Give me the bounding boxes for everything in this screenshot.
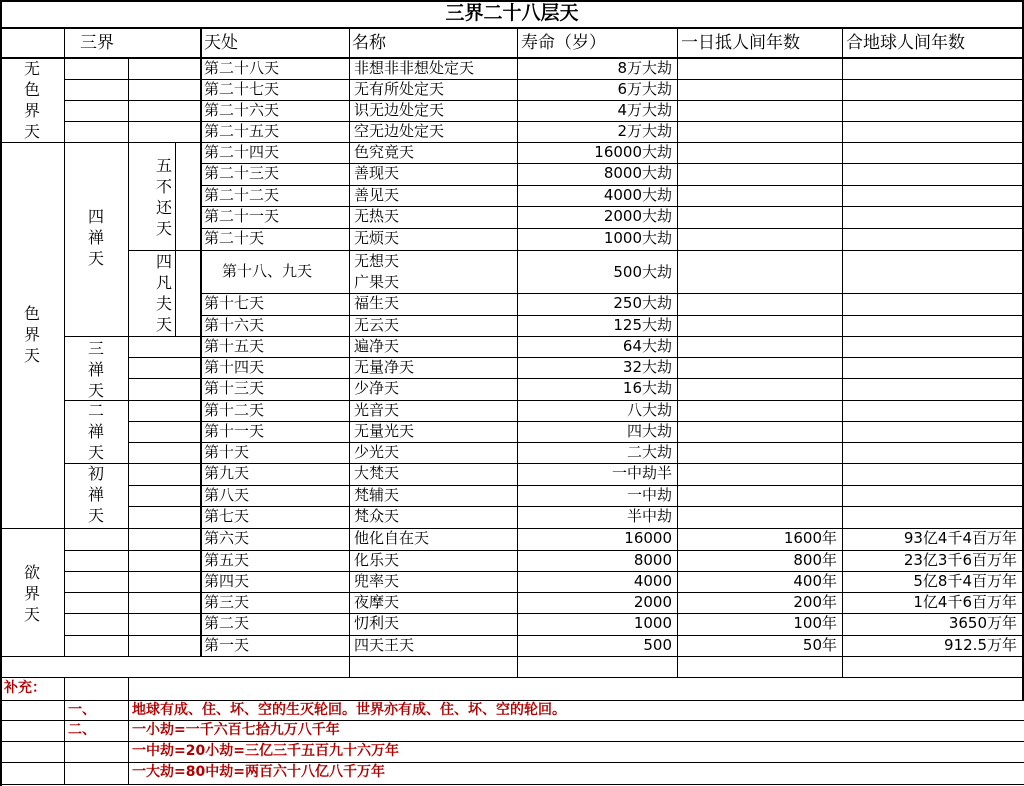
day-years-cell: 50年	[802, 636, 837, 654]
dhyana-fourth: 四禅天	[87, 207, 104, 268]
name-cell: 善见天	[354, 186, 400, 204]
total-years-cell: 93亿4千4百万年	[903, 529, 1017, 547]
total-years-cell: 5亿8千4百万年	[913, 572, 1017, 590]
heaven-cell: 第六天	[204, 529, 250, 547]
section-line	[0, 142, 1024, 143]
heaven-cell: 第二十六天	[204, 101, 280, 119]
heaven-cell: 第十一天	[204, 422, 265, 440]
heaven-cell: 第十七天	[204, 294, 265, 312]
frame-top	[0, 0, 1024, 2]
name-cell: 识无边处定天	[354, 101, 445, 119]
name-cell: 无量光天	[354, 422, 415, 440]
col-line	[200, 29, 202, 657]
col-line	[128, 677, 129, 785]
heaven-cell: 第十五天	[204, 337, 265, 355]
heaven-cell: 第十四天	[204, 358, 265, 376]
name-cell: 少光天	[354, 443, 400, 461]
lifespan-cell: 16大劫	[622, 379, 672, 397]
header-realms: 三界	[80, 33, 114, 53]
total-years-cell: 1亿4千6百万年	[913, 593, 1017, 611]
lifespan-cell: 2000	[633, 593, 672, 611]
heaven-cell: 第三天	[204, 593, 250, 611]
dhyana-third: 三禅天	[87, 339, 104, 400]
name-cell: 梵辅天	[354, 486, 400, 504]
heaven-cell: 第二十四天	[204, 143, 280, 161]
total-years-cell: 912.5万年	[944, 636, 1017, 654]
lifespan-cell: 四大劫	[626, 422, 672, 440]
lifespan-cell: 1000	[633, 614, 672, 632]
name-cell: 无热天	[354, 207, 400, 225]
lifespan-cell: 16000大劫	[594, 143, 672, 161]
supplement-line-1: 地球有成、住、坏、空的生灭轮回。世界亦有成、住、坏、空的轮回。	[132, 702, 566, 718]
name-cell: 空无边处定天	[354, 122, 445, 140]
heaven-cell: 第二十七天	[204, 80, 280, 98]
heaven-cell: 第二十八天	[204, 59, 280, 77]
heaven-cell: 第十六天	[204, 316, 265, 334]
heaven-cell: 第二十天	[204, 229, 265, 247]
name-cell: 福生天	[354, 294, 400, 312]
name-cell: 无云天	[354, 316, 400, 334]
realm-formless: 无色界天	[23, 59, 40, 141]
lifespan-cell: 2万大劫	[617, 122, 672, 140]
supplement-line-3: 一中劫=20小劫=三亿三千五百九十六万年	[132, 743, 399, 759]
day-years-cell: 400年	[793, 572, 837, 590]
day-years-cell: 200年	[793, 593, 837, 611]
heaven-cell: 第二十二天	[204, 186, 280, 204]
heaven-cell: 第四天	[204, 572, 250, 590]
lifespan-cell: 16000	[624, 529, 672, 547]
lifespan-cell: 8万大劫	[617, 59, 672, 77]
heaven-cell: 第十二天	[204, 401, 265, 419]
col-line	[64, 677, 65, 785]
section-line	[0, 741, 1024, 742]
lifespan-cell: 6万大劫	[617, 80, 672, 98]
heaven-cell: 第二天	[204, 614, 250, 632]
name-cell: 光音天	[354, 401, 400, 419]
heaven-cell: 第九天	[204, 464, 250, 482]
name-cell: 兜率天	[354, 572, 400, 590]
heaven-cell: 第七天	[204, 507, 250, 525]
lifespan-cell: 4000大劫	[603, 186, 672, 204]
lifespan-cell: 4000	[633, 572, 672, 590]
lifespan-cell: 8000	[633, 551, 672, 569]
name-cell: 他化自在天	[354, 529, 430, 547]
subgroup-col	[175, 142, 176, 336]
merged-lifespan: 500大劫	[613, 263, 672, 281]
lifespan-cell: 1000大劫	[603, 229, 672, 247]
section-line	[0, 700, 1024, 701]
subgroup-line	[128, 250, 200, 251]
total-years-cell: 3650万年	[948, 614, 1017, 632]
realm-form: 色界天	[23, 304, 40, 365]
section-line	[0, 677, 1024, 678]
lifespan-cell: 一中劫	[626, 486, 672, 504]
merged-name-a: 无想天	[354, 252, 400, 270]
lifespan-cell: 八大劫	[626, 401, 672, 419]
header-heaven: 天处	[204, 33, 238, 53]
day-years-cell: 1600年	[783, 529, 837, 547]
lifespan-cell: 一中劫半	[611, 464, 672, 482]
name-cell: 少净天	[354, 379, 400, 397]
name-cell: 无有所处定天	[354, 80, 445, 98]
dhyana-first: 初禅天	[87, 464, 104, 525]
realm-desire: 欲界天	[23, 563, 40, 624]
heaven-cell: 第十天	[204, 443, 250, 461]
merged-heaven: 第十八、九天	[222, 262, 313, 280]
name-cell: 遍净天	[354, 337, 400, 355]
header-total-years: 合地球人间年数	[846, 33, 965, 53]
lifespan-cell: 250大劫	[613, 294, 672, 312]
group-ordinary: 四凡夫天	[155, 252, 172, 334]
section-line	[0, 58, 1024, 59]
day-years-cell: 800年	[793, 551, 837, 569]
heaven-cell: 第二十三天	[204, 164, 280, 182]
lifespan-cell: 8000大劫	[603, 164, 672, 182]
heaven-cell: 第一天	[204, 636, 250, 654]
supplement-line-2: 一小劫=一千六百七拾九万八千年	[132, 722, 340, 738]
section-line	[0, 762, 1024, 763]
header-name: 名称	[352, 33, 386, 53]
lifespan-cell: 二大劫	[626, 443, 672, 461]
total-years-cell: 23亿3千6百万年	[903, 551, 1017, 569]
section-line	[0, 720, 1024, 721]
header-lifespan: 寿命（岁）	[521, 33, 606, 53]
col-line	[128, 58, 129, 657]
name-cell: 无烦天	[354, 229, 400, 247]
frame-left	[0, 0, 2, 786]
name-cell: 无量净天	[354, 358, 415, 376]
name-cell: 非想非非想处定天	[354, 59, 475, 77]
heaven-cell: 第八天	[204, 486, 250, 504]
lifespan-cell: 2000大劫	[603, 207, 672, 225]
col-line	[64, 29, 65, 657]
title-divider	[0, 27, 1024, 29]
merged-name-b: 广果天	[354, 273, 400, 291]
heaven-cell: 第十三天	[204, 379, 265, 397]
supplement-label: 补充：	[4, 680, 46, 696]
dhyana-second: 二禅天	[87, 401, 104, 462]
name-cell: 善现天	[354, 164, 400, 182]
name-cell: 色究竟天	[354, 143, 415, 161]
lifespan-cell: 64大劫	[622, 337, 672, 355]
heaven-cell: 第二十一天	[204, 207, 280, 225]
group-pure-abodes: 五不还天	[155, 156, 172, 238]
heaven-cell: 第二十五天	[204, 122, 280, 140]
heaven-cell: 第五天	[204, 551, 250, 569]
day-years-cell: 100年	[793, 614, 837, 632]
name-cell: 化乐天	[354, 551, 400, 569]
name-cell: 梵众天	[354, 507, 400, 525]
row-line	[200, 250, 1022, 251]
lifespan-cell: 125大劫	[613, 316, 672, 334]
supplement-num-1: 一、	[68, 702, 96, 718]
section-line	[0, 784, 1024, 785]
lifespan-cell: 32大劫	[622, 358, 672, 376]
name-cell: 夜摩天	[354, 593, 400, 611]
header-day-years: 一日抵人间年数	[681, 33, 800, 53]
lifespan-cell: 500	[643, 636, 672, 654]
supplement-num-2: 二、	[68, 722, 96, 738]
name-cell: 四天王天	[354, 636, 415, 654]
supplement-line-4: 一大劫=80中劫=两百六十八亿八千万年	[132, 764, 385, 780]
col-line	[349, 29, 350, 677]
table-title: 三界二十八层天	[445, 2, 579, 24]
name-cell: 大梵天	[354, 464, 400, 482]
lifespan-cell: 半中劫	[626, 507, 672, 525]
name-cell: 忉利天	[354, 614, 400, 632]
lifespan-cell: 4万大劫	[617, 101, 672, 119]
extra-row-line	[0, 656, 1024, 657]
